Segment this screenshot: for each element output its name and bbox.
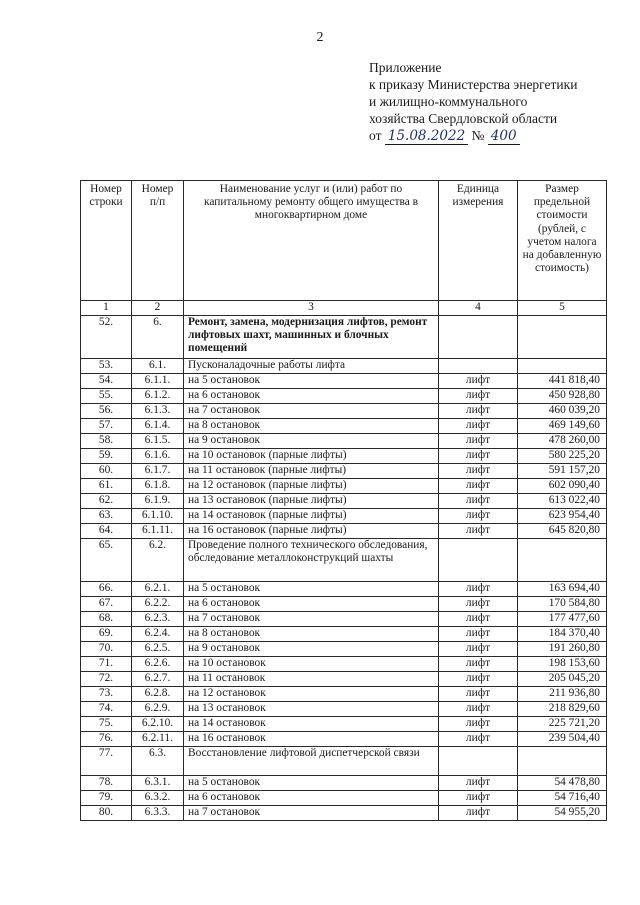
row-unit: лифт [439, 672, 518, 687]
row-unit: лифт [439, 374, 518, 389]
row-service-name: на 9 остановок [184, 434, 439, 449]
row-line-number: 74. [81, 702, 132, 717]
row-price [518, 316, 607, 359]
table-row [81, 404, 607, 419]
row-line-number: 71. [81, 657, 132, 672]
row-service-name: на 7 остановок [184, 612, 439, 627]
row-item-number: 6. [132, 316, 184, 359]
row-line-number: 67. [81, 597, 132, 612]
row-price: 211 936,80 [518, 687, 607, 702]
row-price: 54 716,40 [518, 791, 607, 806]
header-service-name: Наименование услуг и (или) работ по капитальному ремонту общего имущества в многоквартирном доме [184, 181, 439, 301]
table-row [81, 597, 607, 612]
row-unit: лифт [439, 524, 518, 539]
row-price: 613 022,40 [518, 494, 607, 509]
row-item-number: 6.1.9. [132, 494, 184, 509]
row-service-name: на 6 остановок [184, 791, 439, 806]
row-line-number: 69. [81, 627, 132, 642]
row-item-number: 6.2.11. [132, 732, 184, 747]
row-service-name: на 12 остановок (парные лифты) [184, 479, 439, 494]
table-row [81, 687, 607, 702]
row-item-number: 6.2.7. [132, 672, 184, 687]
row-unit: лифт [439, 806, 518, 821]
row-line-number: 78. [81, 776, 132, 791]
from-label: от [369, 128, 382, 143]
order-number: 400 [488, 128, 520, 145]
row-line-number: 64. [81, 524, 132, 539]
row-service-name: на 11 остановок (парные лифты) [184, 464, 439, 479]
row-unit: лифт [439, 597, 518, 612]
row-item-number: 6.1.5. [132, 434, 184, 449]
row-service-name: Ремонт, замена, модернизация лифтов, ремонт лифтовых шахт, машинных и блочных помещений [184, 316, 439, 359]
order-date: 15.08.2022 [385, 128, 468, 145]
table-row [81, 359, 607, 374]
table-row [81, 657, 607, 672]
row-service-name: на 9 остановок [184, 642, 439, 657]
row-service-name: на 10 остановок (парные лифты) [184, 449, 439, 464]
row-unit: лифт [439, 389, 518, 404]
row-item-number: 6.3.2. [132, 791, 184, 806]
row-unit: лифт [439, 732, 518, 747]
row-item-number: 6.2. [132, 539, 184, 582]
table-row [81, 374, 607, 389]
row-item-number: 6.1.1. [132, 374, 184, 389]
header-price: Размер предельной стоимости (рублей, с учетом налога на добавленную стоимость) [518, 181, 607, 301]
row-price: 469 149,60 [518, 419, 607, 434]
table-row [81, 539, 607, 582]
row-unit: лифт [439, 479, 518, 494]
row-service-name: на 6 остановок [184, 389, 439, 404]
row-item-number: 6.1.2. [132, 389, 184, 404]
row-unit: лифт [439, 627, 518, 642]
row-price: 177 477,60 [518, 612, 607, 627]
row-line-number: 55. [81, 389, 132, 404]
row-price: 54 478,80 [518, 776, 607, 791]
row-line-number: 62. [81, 494, 132, 509]
row-price: 441 818,40 [518, 374, 607, 389]
row-service-name: на 12 остановок [184, 687, 439, 702]
row-item-number: 6.3. [132, 747, 184, 776]
row-price: 645 820,80 [518, 524, 607, 539]
row-service-name: на 16 остановок [184, 732, 439, 747]
row-item-number: 6.1.4. [132, 419, 184, 434]
row-price: 170 584,80 [518, 597, 607, 612]
row-line-number: 63. [81, 509, 132, 524]
column-number: 5 [518, 301, 607, 316]
appendix-line: хозяйства Свердловской области [369, 111, 558, 126]
row-line-number: 80. [81, 806, 132, 821]
row-price [518, 747, 607, 776]
row-price: 184 370,40 [518, 627, 607, 642]
column-number: 3 [184, 301, 439, 316]
row-price: 623 954,40 [518, 509, 607, 524]
table-row [81, 316, 607, 359]
row-service-name: на 7 остановок [184, 806, 439, 821]
row-item-number: 6.2.4. [132, 627, 184, 642]
row-price: 225 721,20 [518, 717, 607, 732]
appendix-date-line [369, 127, 577, 145]
table-row [81, 612, 607, 627]
row-line-number: 70. [81, 642, 132, 657]
row-price: 198 153,60 [518, 657, 607, 672]
row-service-name: Пусконаладочные работы лифта [184, 359, 439, 374]
row-item-number: 6.2.8. [132, 687, 184, 702]
row-service-name: на 5 остановок [184, 776, 439, 791]
row-line-number: 57. [81, 419, 132, 434]
row-line-number: 79. [81, 791, 132, 806]
row-line-number: 58. [81, 434, 132, 449]
row-price: 191 260,80 [518, 642, 607, 657]
row-unit: лифт [439, 687, 518, 702]
row-service-name: на 11 остановок [184, 672, 439, 687]
row-price: 460 039,20 [518, 404, 607, 419]
row-unit: лифт [439, 642, 518, 657]
row-service-name: на 8 остановок [184, 627, 439, 642]
row-unit: лифт [439, 612, 518, 627]
table-row [81, 582, 607, 597]
row-item-number: 6.1.6. [132, 449, 184, 464]
column-number: 2 [132, 301, 184, 316]
row-unit [439, 747, 518, 776]
row-unit: лифт [439, 464, 518, 479]
number-label: № [471, 128, 485, 143]
appendix-line: и жилищно-коммунального [369, 94, 528, 109]
header-line-number: Номер строки [81, 181, 132, 301]
row-item-number: 6.1.8. [132, 479, 184, 494]
row-item-number: 6.1.7. [132, 464, 184, 479]
column-number: 4 [439, 301, 518, 316]
row-line-number: 77. [81, 747, 132, 776]
row-line-number: 52. [81, 316, 132, 359]
row-price: 591 157,20 [518, 464, 607, 479]
row-item-number: 6.1.10. [132, 509, 184, 524]
row-line-number: 65. [81, 539, 132, 582]
row-service-name: на 13 остановок [184, 702, 439, 717]
row-service-name: на 14 остановок [184, 717, 439, 732]
table-row [81, 717, 607, 732]
table-row [81, 434, 607, 449]
row-unit: лифт [439, 717, 518, 732]
row-item-number: 6.2.9. [132, 702, 184, 717]
table-row [81, 642, 607, 657]
table-row [81, 776, 607, 791]
row-service-name: на 16 остановок (парные лифты) [184, 524, 439, 539]
row-service-name: на 5 остановок [184, 374, 439, 389]
appendix-header [369, 59, 577, 145]
table-row [81, 524, 607, 539]
row-price: 602 090,40 [518, 479, 607, 494]
row-unit [439, 359, 518, 374]
row-price: 218 829,60 [518, 702, 607, 717]
row-item-number: 6.2.1. [132, 582, 184, 597]
row-price [518, 539, 607, 582]
row-unit: лифт [439, 419, 518, 434]
row-line-number: 61. [81, 479, 132, 494]
row-line-number: 72. [81, 672, 132, 687]
row-service-name: на 14 остановок (парные лифты) [184, 509, 439, 524]
row-service-name: Проведение полного технического обследования, обследование металлоконструкций шахты [184, 539, 439, 582]
row-price: 478 260,00 [518, 434, 607, 449]
row-service-name: на 6 остановок [184, 597, 439, 612]
row-service-name: на 10 остановок [184, 657, 439, 672]
row-service-name: Восстановление лифтовой диспетчерской связи [184, 747, 439, 776]
row-service-name: на 8 остановок [184, 419, 439, 434]
row-unit: лифт [439, 582, 518, 597]
row-unit: лифт [439, 702, 518, 717]
row-unit: лифт [439, 776, 518, 791]
row-item-number: 6.1.3. [132, 404, 184, 419]
table-header-row [81, 181, 607, 301]
row-price: 205 045,20 [518, 672, 607, 687]
header-item-number: Номер п/п [132, 181, 184, 301]
table-row [81, 389, 607, 404]
row-line-number: 56. [81, 404, 132, 419]
row-price: 163 694,40 [518, 582, 607, 597]
row-item-number: 6.2.2. [132, 597, 184, 612]
row-line-number: 59. [81, 449, 132, 464]
row-price: 580 225,20 [518, 449, 607, 464]
table-row [81, 479, 607, 494]
table-row [81, 732, 607, 747]
table-row [81, 419, 607, 434]
row-unit: лифт [439, 449, 518, 464]
page-number: 2 [316, 30, 324, 45]
row-line-number: 60. [81, 464, 132, 479]
row-item-number: 6.3.3. [132, 806, 184, 821]
row-item-number: 6.2.10. [132, 717, 184, 732]
row-item-number: 6.2.6. [132, 657, 184, 672]
row-line-number: 54. [81, 374, 132, 389]
table-row [81, 747, 607, 776]
column-number: 1 [81, 301, 132, 316]
table-row [81, 464, 607, 479]
row-unit: лифт [439, 657, 518, 672]
table-row [81, 509, 607, 524]
row-line-number: 53. [81, 359, 132, 374]
row-unit [439, 316, 518, 359]
row-line-number: 75. [81, 717, 132, 732]
row-line-number: 76. [81, 732, 132, 747]
row-unit: лифт [439, 791, 518, 806]
table-row [81, 449, 607, 464]
row-price: 239 504,40 [518, 732, 607, 747]
row-line-number: 66. [81, 582, 132, 597]
row-item-number: 6.1.11. [132, 524, 184, 539]
row-line-number: 73. [81, 687, 132, 702]
row-service-name: на 7 остановок [184, 404, 439, 419]
row-service-name: на 5 остановок [184, 582, 439, 597]
row-price [518, 359, 607, 374]
row-unit: лифт [439, 404, 518, 419]
row-unit: лифт [439, 509, 518, 524]
row-item-number: 6.2.3. [132, 612, 184, 627]
table-row [81, 806, 607, 821]
row-service-name: на 13 остановок (парные лифты) [184, 494, 439, 509]
appendix-line: к приказу Министерства энергетики [369, 77, 578, 92]
table-row [81, 627, 607, 642]
table-row [81, 494, 607, 509]
column-numbers-row [81, 301, 607, 316]
table-row [81, 702, 607, 717]
row-unit: лифт [439, 434, 518, 449]
row-price: 54 955,20 [518, 806, 607, 821]
row-line-number: 68. [81, 612, 132, 627]
header-unit: Единица измерения [439, 181, 518, 301]
table-row [81, 791, 607, 806]
row-item-number: 6.3.1. [132, 776, 184, 791]
appendix-title: Приложение [369, 60, 442, 75]
row-unit [439, 539, 518, 582]
row-unit: лифт [439, 494, 518, 509]
table-row [81, 672, 607, 687]
row-price: 450 928,80 [518, 389, 607, 404]
row-item-number: 6.2.5. [132, 642, 184, 657]
price-table [80, 180, 607, 821]
row-item-number: 6.1. [132, 359, 184, 374]
